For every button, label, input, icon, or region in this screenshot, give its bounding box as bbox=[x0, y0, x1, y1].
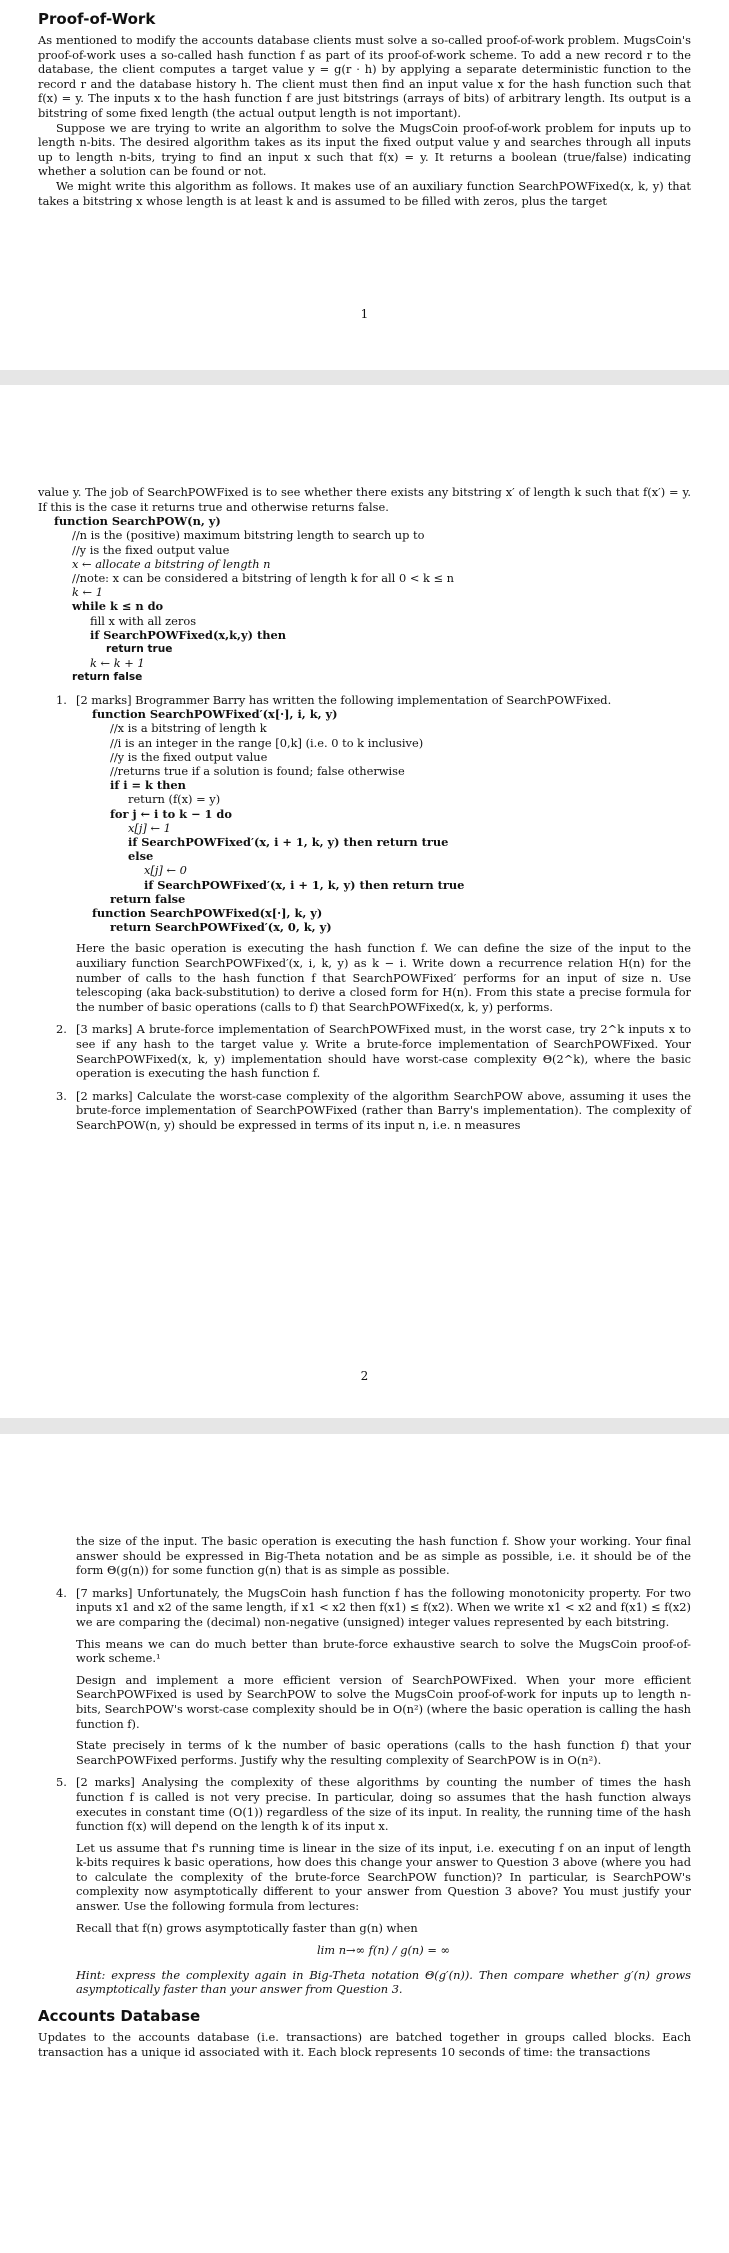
question-5 bbox=[38, 1775, 691, 1997]
paragraph-intro: As mentioned to modify the accounts database clients must solve a so-called proof-of-work problem. MugsCoin's proof-of-work uses a so-called hash function f as part of its proof-of-work scheme. To add a new record r to the database, the client computes a target value y = g(r · h) by applying a separate deterministic function to the record r and the database history h. The client must then find an input value x for the hash function such that f(x) = y. The inputs x to the hash function f are just bitstrings (arrays of bits) of arbitrary length. Its output is a bitstring of some fixed length (the actual output length is not important). bbox=[38, 33, 691, 120]
question-number: 3. bbox=[56, 1088, 67, 1103]
paragraph-accounts: Updates to the accounts database (i.e. transactions) are batched together in groups called blocks. Each transaction has a unique id associated with it. Each block represents 10 seconds of time: the transactions bbox=[38, 2030, 691, 2059]
question-number: 5. bbox=[56, 1775, 67, 1790]
question-4-p1: [7 marks] Unfortunately, the MugsCoin hash function f has the following monotonicity property. For two inputs x1 and x2 of the same length, if x1 < x2 then f(x1) ≤ f(x2). When we write x1 < x2 and f(x1) ≤ f(x2) we are comparing the (decimal) non-negative (unsigned) integer values represented by each bitstring. bbox=[76, 1585, 691, 1629]
algo-line: return true bbox=[106, 643, 173, 656]
page-number: 1 bbox=[360, 307, 369, 321]
question-4 bbox=[38, 1586, 691, 1768]
algo-line: //y is the fixed output value bbox=[110, 749, 268, 764]
algo-line: x[j] ← 0 bbox=[144, 863, 187, 878]
algo-line: //y is the fixed output value bbox=[72, 542, 230, 557]
algo-line: return (f(x) = y) bbox=[128, 792, 221, 807]
question-3-body: [2 marks] Calculate the worst-case complexity of the algorithm SearchPOW above, assuming it uses the brute-force implementation of SearchPOWFixed (rather than Barry's implementation). The complexity of SearchPOW(n, y) should be expressed in terms of its input n, i.e. n measures bbox=[76, 1088, 691, 1132]
question-number: 1. bbox=[56, 692, 67, 707]
algo-line: k ← k + 1 bbox=[90, 656, 145, 671]
limit-formula: lim n→∞ f(n) / g(n) = ∞ bbox=[316, 1943, 450, 1958]
algo-line: k ← 1 bbox=[72, 585, 103, 600]
question-3-continued-body: the size of the input. The basic operation is executing the hash function f. Show your working. Your final answer should be expressed in Big-Theta notation and be as simple as possible, i.e. it should be of the form Θ(g(n)) for some function g(n) that is as simple as possible. bbox=[76, 1534, 691, 1578]
question-list bbox=[38, 693, 691, 1133]
algo-line: return SearchPOWFixed′(x, 0, k, y) bbox=[110, 920, 332, 935]
algo-line: if SearchPOWFixed(x,k,y) then bbox=[90, 627, 287, 642]
algo-line: function SearchPOWFixed′(x[·], i, k, y) bbox=[92, 707, 338, 722]
question-2 bbox=[38, 1022, 691, 1080]
algo-line: //returns true if a solution is found; false otherwise bbox=[110, 764, 405, 779]
question-2-body: [3 marks] A brute-force implementation of SearchPOWFixed must, in the worst case, try 2^k inputs x to see if any hash to the target value y. Write a brute-force implementation of SearchPOWFixed. Your SearchPOWFixed(x, k, y) implementation should have worst-case complexity Θ(2^k), where the basic operation is executing the hash function f. bbox=[76, 1022, 691, 1081]
algo-line: //note: x can be considered a bitstring of length k for all 0 < k ≤ n bbox=[72, 571, 455, 585]
question-5-p1: [2 marks] Analysing the complexity of these algorithms by counting the number of times the hash function f is called is not very precise. In particular, doing so assumes that the hash function always executes in constant time (O(1)) regardless of the size of its input. In reality, the running time of the hash function f(x) will depend on the length k of its input x. bbox=[76, 1775, 691, 1834]
section-heading-accounts-database: Accounts Database bbox=[38, 2007, 201, 2026]
page-3 bbox=[0, 1434, 729, 2253]
algo-line: fill x with all zeros bbox=[90, 613, 197, 628]
question-4-p2: This means we can do much better than brute-force exhaustive search to solve the MugsCoin proof-of-work scheme.¹ bbox=[76, 1636, 691, 1666]
algo-line: function SearchPOWFixed(x[·], k, y) bbox=[92, 906, 323, 921]
algo-line: //i is an integer in the range [0,k] (i.e. 0 to k inclusive) bbox=[110, 735, 424, 750]
algo-line: return false bbox=[110, 891, 186, 906]
question-number: 2. bbox=[56, 1022, 67, 1037]
algo-line: if i = k then bbox=[110, 778, 186, 793]
question-5-p3: Recall that f(n) grows asymptotically faster than g(n) when bbox=[76, 1920, 418, 1935]
paragraph-continued: value y. The job of SearchPOWFixed is to see whether there exists any bitstring x′ of length k such that f(x′) = y. If this is the case it returns true and otherwise returns false. bbox=[38, 485, 691, 514]
question-3-continued bbox=[38, 1534, 691, 1578]
algo-line: function SearchPOW(n, y) bbox=[54, 514, 221, 529]
page-number: 2 bbox=[360, 1369, 369, 1383]
algo-line: return false bbox=[72, 671, 143, 684]
question-4-p3: Design and implement a more efficient version of SearchPOWFixed. When your more efficient SearchPOWFixed is used by SearchPOW to solve the MugsCoin proof-of-work for inputs up to length n-bits, SearchPOW's worst-case complexity should be in O(n²) (where the basic operation is calling the hash function f). bbox=[76, 1672, 691, 1731]
question-list-continued bbox=[38, 1534, 691, 1997]
algo-line: for j ← i to k − 1 do bbox=[110, 806, 232, 821]
algo-line: //x is a bitstring of length k bbox=[110, 721, 267, 736]
section-heading-proof-of-work: Proof-of-Work bbox=[38, 10, 156, 28]
algorithm-searchpowfixed-prime bbox=[76, 707, 691, 934]
algo-line: if SearchPOWFixed′(x, i + 1, k, y) then return true bbox=[144, 877, 465, 892]
algorithm-searchpow bbox=[38, 514, 691, 684]
question-number: 4. bbox=[56, 1585, 67, 1600]
question-5-p2: Let us assume that f's running time is linear in the size of its input, i.e. executing f on an input of length k-bits requires k basic operations, how does this change your answer to Question 3 above (where you had to calculate the complexity of the brute-force SearchPOW function)? In particular, is SearchPOW's complexity now asymptotically different to your answer from Question 3 above? You must justify your answer. Use the following formula from lectures: bbox=[76, 1840, 691, 1914]
paragraph-suppose: Suppose we are trying to write an algorithm to solve the MugsCoin proof-of-work problem for inputs up to length n-bits. The desired algorithm takes as its input the fixed output value y and searches through all inputs up to length n-bits, trying to find an input x such that f(x) = y. It returns a boolean (true/false) indicating whether a solution can be found or not. bbox=[38, 120, 691, 179]
page-2 bbox=[0, 385, 729, 1418]
algo-line: if SearchPOWFixed′(x, i + 1, k, y) then return true bbox=[128, 835, 449, 850]
algo-line: x ← allocate a bitstring of length n bbox=[72, 556, 271, 571]
page-1 bbox=[0, 0, 729, 370]
algo-line: x[j] ← 1 bbox=[128, 820, 171, 835]
question-3 bbox=[38, 1089, 691, 1133]
question-5-hint: Hint: express the complexity again in Big-Theta notation Θ(g′(n)). Then compare whether g′(n) grows asymptotically faster than your answer from Question 3. bbox=[76, 1967, 691, 1997]
algo-line: //n is the (positive) maximum bitstring length to search up to bbox=[72, 528, 425, 543]
question-1 bbox=[38, 693, 691, 1015]
algo-line: else bbox=[128, 849, 154, 864]
paragraph-auxiliary: We might write this algorithm as follows. It makes use of an auxiliary function SearchPOWFixed(x, k, y) that takes a bitstring x whose length is at least k and is assumed to be filled with zeros, plus the target bbox=[38, 178, 691, 208]
question-1-intro: [2 marks] Brogrammer Barry has written the following implementation of SearchPOWFixed. bbox=[76, 692, 612, 707]
algo-line: while k ≤ n do bbox=[72, 599, 164, 614]
question-4-p4: State precisely in terms of k the number of basic operations (calls to the hash function f) that your SearchPOWFixed performs. Justify why the resulting complexity of SearchPOW is in O(n²). bbox=[76, 1738, 691, 1767]
question-1-body: Here the basic operation is executing the hash function f. We can define the size of the input to the auxiliary function SearchPOWFixed′(x, i, k, y) as k − i. Write down a recurrence relation H(n) for the number of calls to the hash function f that SearchPOWFixed′ performs for an input of size n. Use telescoping (aka back-substitution) to derive a closed form for H(n). From this state a precise formula for the number of basic operations (calls to f) that SearchPOWFixed(x, k, y) performs. bbox=[76, 941, 691, 1014]
